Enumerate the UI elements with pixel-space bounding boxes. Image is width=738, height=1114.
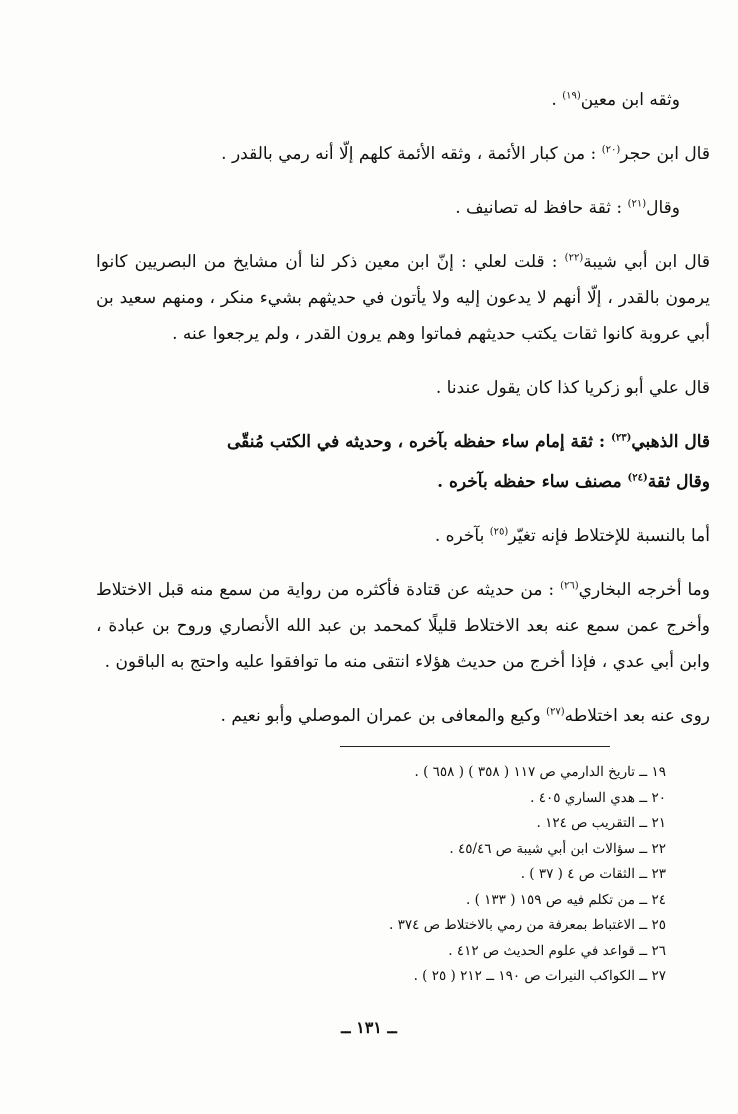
footnote-ref-26[interactable]: (٢٦) xyxy=(560,580,579,592)
paragraph-5: قال علي أبو زكريا كذا كان يقول عندنا . xyxy=(435,378,710,398)
footnote-ref-27[interactable]: (٢٧) xyxy=(546,706,565,718)
paragraph-4: قال ابن أبي شيبة$^{(٢٢)}$ : قلت لعلي : إنّ ابن معين ذكر لنا أن مشايخ من البصريين كانوا يرمون بالقدر ، إلّا أنهم لا يدعون إليه ولا يأتون في حديثهم بشيء منكر ، ومنهم سعيد بن أبي عروبة كانوا ثقات يكتب حديثهم فماتوا وهم يرون القدر ، ولم يرجعوا عنه . xyxy=(96,252,710,344)
footnotes-list xyxy=(96,760,666,990)
footnote-ref-21[interactable]: (٢١) xyxy=(627,198,647,210)
footnote-ref-25[interactable]: (٢٥) xyxy=(489,526,509,538)
main-text xyxy=(96,82,710,752)
footnote-20: ٢٠ ــ هدي الساري ٤٠٥ . xyxy=(530,789,666,806)
footnote-22: ٢٢ ــ سؤالات ابن أبي شيبة ص ٤٥/٤٦ . xyxy=(449,840,666,857)
footnote-ref-23[interactable]: (٢٣) xyxy=(611,432,632,444)
paragraph-7: وقال ثقة$^{(٢٤)}$ مصنف ساء حفظه بآخره . xyxy=(437,472,710,492)
paragraph-1: وثقه ابن معين$^{(١٩)}$ . xyxy=(551,90,680,110)
footnote-ref-24[interactable]: (٢٤) xyxy=(627,472,648,484)
footnote-25: ٢٥ ــ الاغتباط بمعرفة من رمي بالاختلاط ص ٣٧٤ . xyxy=(389,917,666,933)
page-number: ــ ١٣١ ــ xyxy=(341,1018,397,1037)
footnote-ref-22[interactable]: (٢٢) xyxy=(564,252,584,264)
footnote-divider xyxy=(340,746,610,747)
paragraph-9: وما أخرجه البخاري$^{(٢٦)}$ : من حديثه عن قتادة فأكثره من رواية من سمع منه قبل الاختلاط وأخرج عمن سمع عنه بعد الاختلاط قليلًا كمحمد بن عبد الله الأنصاري وروح بن عبادة ، وابن أبي عدي ، فإذا أخرج من حديث هؤلاء انتقى منه ما توافقوا عليه واحتج به الباقون . xyxy=(96,580,710,672)
footnote-ref-19[interactable]: (١٩) xyxy=(562,90,581,102)
paragraph-10: روى عنه بعد اختلاطه$^{(٢٧)}$ وكيع والمعافى بن عمران الموصلي وأبو نعيم . xyxy=(220,706,710,726)
footnote-ref-20[interactable]: (٢٠) xyxy=(601,144,621,156)
footnote-27: ٢٧ ــ الكواكب النيرات ص ١٩٠ ــ ٢١٢ ( ٢٥ ) . xyxy=(413,968,666,984)
footnote-19: ١٩ ــ تاريخ الدارمي ص ١١٧ ( ٣٥٨ ) ( ٦٥٨ ) . xyxy=(414,764,666,780)
paragraph-6: قال الذهبي$^{(٢٣)}$ : ثقة إمام ساء حفظه بآخره ، وحديثه في الكتب مُنقّى xyxy=(226,432,710,452)
footnote-21: ٢١ ــ التقريب ص ١٢٤ . xyxy=(536,815,666,831)
paragraph-3: وقال$^{(٢١)}$ : ثقة حافظ له تصانيف . xyxy=(455,198,680,218)
paragraph-8: أما بالنسبة للإختلاط فإنه تغيّر$^{(٢٥)}$ بآخره . xyxy=(434,526,710,546)
footnote-26: ٢٦ ــ قواعد في علوم الحديث ص ٤١٢ . xyxy=(448,942,666,959)
footnote-23: ٢٣ ــ الثقات ص ٤ ( ٣٧ ) . xyxy=(520,866,666,882)
footnote-24: ٢٤ ــ من تكلم فيه ص ١٥٩ ( ١٣٣ ) . xyxy=(466,891,666,908)
paragraph-2: قال ابن حجر$^{(٢٠)}$ : من كبار الأئمة ، وثقه الأئمة كلهم إلّا أنه رمي بالقدر . xyxy=(221,144,710,164)
